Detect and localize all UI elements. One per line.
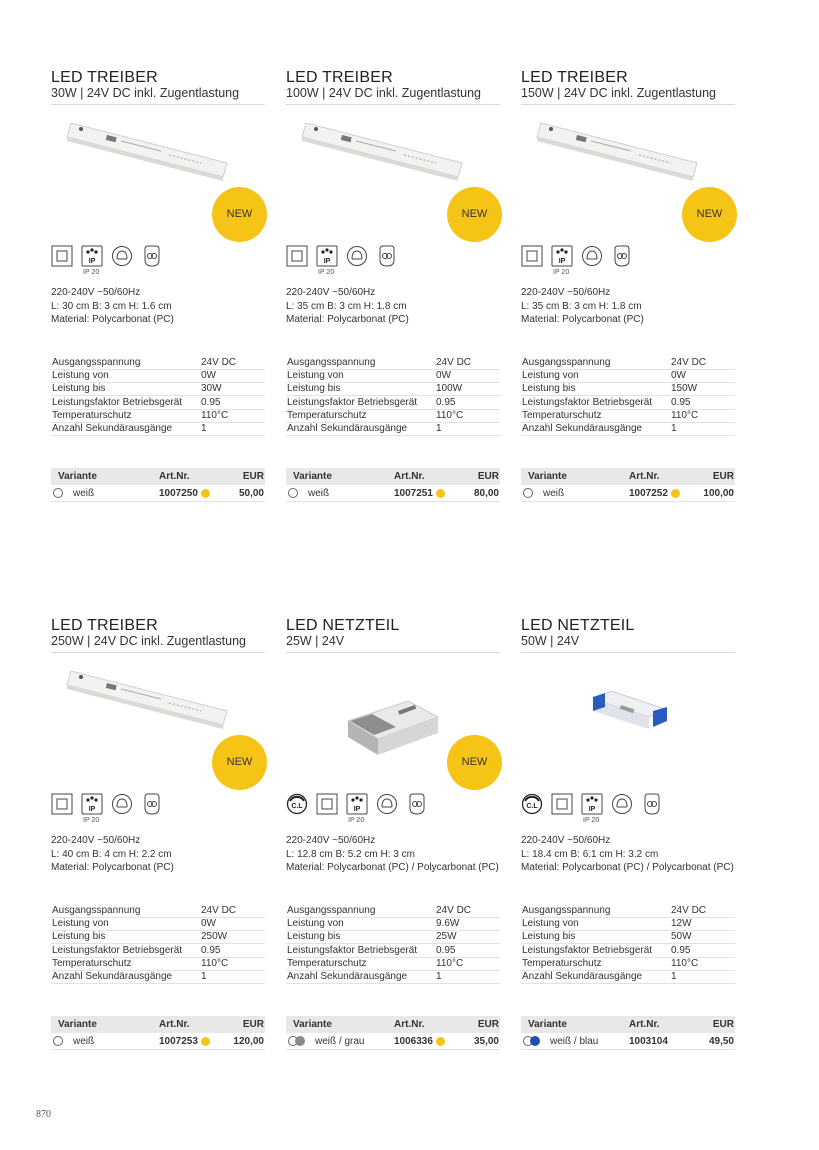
product-specs	[286, 286, 500, 356]
variant-header-label: Variante	[528, 471, 567, 483]
tech-value: 110°C	[436, 409, 500, 422]
tech-label: Anzahl Sekundärausgänge	[51, 422, 201, 435]
tech-value: 100W	[436, 383, 500, 396]
tech-value: 1	[201, 422, 265, 435]
tech-value: 1	[671, 970, 735, 983]
artnr-header-label: Art.Nr.	[159, 471, 190, 483]
variant-row	[521, 485, 735, 502]
tech-row	[286, 369, 500, 382]
tech-value: 24V DC	[671, 356, 735, 369]
certification-icons	[521, 245, 735, 283]
tech-value: 25W	[436, 931, 500, 944]
spec-line: 220-240V ~50/60Hz	[286, 287, 376, 298]
variant-row	[286, 1033, 500, 1050]
tech-row	[521, 422, 735, 435]
tech-label: Leistung bis	[521, 383, 671, 396]
tech-row	[286, 422, 500, 435]
tech-row	[51, 957, 265, 970]
tech-row	[51, 944, 265, 957]
product-image	[286, 111, 500, 243]
svg-text:IP: IP	[323, 258, 331, 265]
constant-load-icon	[286, 793, 308, 815]
product-specs	[521, 834, 735, 904]
tech-row	[521, 409, 735, 422]
ip-rating-icon	[581, 793, 603, 824]
tech-label: Leistung von	[51, 369, 201, 382]
svg-text:IP: IP	[88, 258, 96, 265]
tech-row	[51, 396, 265, 409]
variant-name: weiß	[73, 1035, 95, 1047]
tech-label: Ausgangsspannung	[51, 904, 201, 917]
tech-value: 250W	[201, 931, 265, 944]
product-subtitle: 50W | 24V	[521, 634, 735, 653]
tech-table	[521, 356, 735, 436]
tech-table	[286, 356, 500, 436]
ip-label: IP 20	[318, 269, 335, 276]
transformer-icon	[641, 793, 663, 815]
insulated-box-icon	[551, 793, 573, 815]
tech-label: Ausgangsspannung	[51, 356, 201, 369]
variant-row	[521, 1033, 735, 1050]
article-number: 1007253	[159, 1035, 198, 1047]
product-specs	[51, 834, 265, 904]
new-dot-icon	[671, 489, 680, 498]
class-ii-icon	[376, 793, 398, 815]
tech-label: Ausgangsspannung	[521, 356, 671, 369]
insulated-box-icon	[51, 793, 73, 815]
new-badge: NEW	[212, 735, 267, 790]
variant-header-label: Variante	[293, 1019, 332, 1031]
tech-label: Ausgangsspannung	[286, 904, 436, 917]
color-swatch	[523, 488, 533, 498]
tech-value: 0W	[671, 369, 735, 382]
product-specs	[286, 834, 500, 904]
spec-line: L: 35 cm B: 3 cm H: 1.8 cm	[521, 300, 642, 312]
tech-row	[521, 356, 735, 369]
artnr-header-label: Art.Nr.	[394, 1019, 425, 1031]
tech-value: 24V DC	[201, 904, 265, 917]
new-dot-icon	[201, 489, 210, 498]
tech-row	[521, 396, 735, 409]
svg-text:C.L: C.L	[526, 803, 538, 810]
tech-label: Leistungsfaktor Betriebsgerät	[521, 944, 671, 957]
tech-row	[51, 356, 265, 369]
tech-label: Ausgangsspannung	[286, 356, 436, 369]
class-ii-icon	[111, 793, 133, 815]
tech-value: 150W	[671, 383, 735, 396]
tech-row	[51, 422, 265, 435]
tech-value: 110°C	[436, 957, 500, 970]
tech-row	[521, 944, 735, 957]
certification-icons	[286, 245, 500, 283]
tech-value: 12W	[671, 917, 735, 930]
spec-line: Material: Polycarbonat (PC) / Polycarbonat (PC)	[521, 862, 734, 873]
tech-label: Ausgangsspannung	[521, 904, 671, 917]
variant-header-label: Variante	[528, 1019, 567, 1031]
artnr-header-label: Art.Nr.	[629, 1019, 660, 1031]
tech-row	[51, 931, 265, 944]
tech-label: Leistungsfaktor Betriebsgerät	[521, 396, 671, 409]
spec-line: 220-240V ~50/60Hz	[521, 835, 611, 846]
tech-row	[286, 957, 500, 970]
variant-header	[51, 1016, 265, 1033]
constant-load-icon	[521, 793, 543, 815]
product-subtitle: 100W | 24V DC inkl. Zugentlastung	[286, 86, 500, 105]
tech-value: 1	[436, 422, 500, 435]
price: 35,00	[473, 1035, 499, 1047]
variant-header	[51, 468, 265, 485]
tech-value: 110°C	[671, 957, 735, 970]
tech-label: Temperaturschutz	[286, 957, 436, 970]
tech-label: Leistungsfaktor Betriebsgerät	[51, 944, 201, 957]
tech-label: Leistung von	[521, 369, 671, 382]
tech-table	[51, 356, 265, 436]
tech-value: 50W	[671, 931, 735, 944]
new-badge: NEW	[682, 187, 737, 242]
new-dot-icon	[436, 1037, 445, 1046]
product-title: LED TREIBER	[51, 69, 158, 86]
class-ii-icon	[611, 793, 633, 815]
spec-line: L: 30 cm B: 3 cm H: 1.6 cm	[51, 300, 172, 312]
color-swatch	[288, 488, 298, 498]
product-card	[51, 618, 265, 1050]
eur-header-label: EUR	[712, 471, 734, 483]
variant-name: weiß	[73, 487, 95, 499]
class-ii-icon	[346, 245, 368, 267]
certification-icons	[51, 793, 265, 831]
new-dot-icon	[201, 1037, 210, 1046]
spec-line: L: 40 cm B: 4 cm H: 2.2 cm	[51, 848, 172, 860]
tech-label: Leistungsfaktor Betriebsgerät	[51, 396, 201, 409]
tech-label: Leistung von	[286, 369, 436, 382]
tech-row	[286, 904, 500, 917]
spec-line: 220-240V ~50/60Hz	[521, 287, 611, 298]
color-swatch	[53, 1036, 63, 1046]
ip-label: IP 20	[583, 817, 600, 824]
product-specs	[51, 286, 265, 356]
ip-label: IP 20	[83, 269, 100, 276]
spec-line: Material: Polycarbonat (PC) / Polycarbonat (PC)	[286, 862, 499, 873]
tech-row	[286, 396, 500, 409]
page-number: 870	[36, 1109, 51, 1120]
tech-value: 0.95	[436, 396, 500, 409]
product-title: LED NETZTEIL	[521, 617, 635, 634]
tech-row	[286, 970, 500, 983]
tech-value: 30W	[201, 383, 265, 396]
tech-label: Temperaturschutz	[286, 409, 436, 422]
class-ii-icon	[111, 245, 133, 267]
tech-row	[286, 931, 500, 944]
product-title: LED TREIBER	[521, 69, 628, 86]
transformer-icon	[141, 245, 163, 267]
tech-table	[51, 904, 265, 984]
transformer-icon	[376, 245, 398, 267]
tech-value: 9.6W	[436, 917, 500, 930]
article-number: 1007250	[159, 487, 198, 499]
tech-label: Temperaturschutz	[521, 409, 671, 422]
tech-row	[51, 917, 265, 930]
tech-row	[521, 931, 735, 944]
article-number: 1003104	[629, 1035, 668, 1047]
spec-line: 220-240V ~50/60Hz	[51, 287, 141, 298]
spec-line: Material: Polycarbonat (PC)	[521, 314, 644, 325]
tech-row	[521, 917, 735, 930]
ip-label: IP 20	[553, 269, 570, 276]
artnr-header-label: Art.Nr.	[629, 471, 660, 483]
tech-row	[286, 917, 500, 930]
product-title: LED TREIBER	[286, 69, 393, 86]
tech-label: Anzahl Sekundärausgänge	[286, 422, 436, 435]
product-image	[521, 659, 735, 791]
article-number: 1007252	[629, 487, 668, 499]
product-subtitle: 150W | 24V DC inkl. Zugentlastung	[521, 86, 735, 105]
tech-label: Leistungsfaktor Betriebsgerät	[286, 396, 436, 409]
power-supply-image	[521, 659, 721, 769]
product-card	[286, 618, 500, 1050]
svg-text:IP: IP	[588, 806, 596, 813]
product-image	[521, 111, 735, 243]
svg-text:IP: IP	[353, 806, 361, 813]
tech-value: 0.95	[201, 944, 265, 957]
product-card	[286, 70, 500, 502]
variant-name: weiß	[543, 487, 565, 499]
eur-header-label: EUR	[712, 1019, 734, 1031]
svg-text:IP: IP	[88, 806, 96, 813]
spec-line: Material: Polycarbonat (PC)	[51, 862, 174, 873]
variant-header	[521, 468, 735, 485]
ip-label: IP 20	[348, 817, 365, 824]
color-swatch	[288, 1036, 305, 1046]
variant-name: weiß / blau	[550, 1035, 599, 1047]
ip-rating-icon	[551, 245, 573, 276]
article-number: 1007251	[394, 487, 433, 499]
tech-value: 0W	[201, 917, 265, 930]
eur-header-label: EUR	[477, 1019, 499, 1031]
variant-header	[286, 468, 500, 485]
tech-label: Leistung bis	[521, 931, 671, 944]
tech-row	[286, 409, 500, 422]
tech-label: Temperaturschutz	[51, 957, 201, 970]
tech-value: 1	[671, 422, 735, 435]
variant-name: weiß / grau	[315, 1035, 365, 1047]
product-subtitle: 25W | 24V	[286, 634, 500, 653]
ip-label: IP 20	[83, 817, 100, 824]
ip-rating-icon	[346, 793, 368, 824]
tech-value: 110°C	[201, 957, 265, 970]
tech-value: 0W	[201, 369, 265, 382]
tech-value: 0.95	[436, 944, 500, 957]
tech-row	[51, 409, 265, 422]
price: 80,00	[473, 487, 499, 499]
tech-label: Leistung von	[521, 917, 671, 930]
product-title: LED NETZTEIL	[286, 617, 400, 634]
new-badge: NEW	[212, 187, 267, 242]
transformer-icon	[611, 245, 633, 267]
tech-row	[521, 970, 735, 983]
product-card	[521, 618, 735, 1050]
tech-row	[286, 944, 500, 957]
product-card	[51, 70, 265, 502]
product-image	[51, 659, 265, 791]
ip-rating-icon	[316, 245, 338, 276]
insulated-box-icon	[521, 245, 543, 267]
class-ii-icon	[581, 245, 603, 267]
tech-label: Leistung bis	[286, 383, 436, 396]
tech-label: Leistung bis	[51, 931, 201, 944]
tech-value: 24V DC	[671, 904, 735, 917]
svg-text:IP: IP	[558, 258, 566, 265]
tech-row	[286, 356, 500, 369]
tech-value: 24V DC	[201, 356, 265, 369]
artnr-header-label: Art.Nr.	[394, 471, 425, 483]
insulated-box-icon	[286, 245, 308, 267]
spec-line: 220-240V ~50/60Hz	[286, 835, 376, 846]
tech-row	[521, 957, 735, 970]
tech-label: Anzahl Sekundärausgänge	[521, 970, 671, 983]
tech-row	[51, 970, 265, 983]
product-image	[286, 659, 500, 791]
variant-row	[286, 485, 500, 502]
tech-value: 1	[201, 970, 265, 983]
eur-header-label: EUR	[242, 471, 264, 483]
variant-header-label: Variante	[58, 471, 97, 483]
eur-header-label: EUR	[477, 471, 499, 483]
color-swatch	[53, 488, 63, 498]
tech-table	[521, 904, 735, 984]
tech-value: 0.95	[671, 944, 735, 957]
certification-icons	[286, 793, 500, 831]
new-dot-icon	[436, 489, 445, 498]
price: 50,00	[238, 487, 264, 499]
article-number: 1006336	[394, 1035, 433, 1047]
tech-label: Leistung von	[286, 917, 436, 930]
tech-value: 24V DC	[436, 356, 500, 369]
product-image	[51, 111, 265, 243]
tech-label: Anzahl Sekundärausgänge	[521, 422, 671, 435]
artnr-header-label: Art.Nr.	[159, 1019, 190, 1031]
product-title: LED TREIBER	[51, 617, 158, 634]
certification-icons	[521, 793, 735, 831]
spec-line: Material: Polycarbonat (PC)	[51, 314, 174, 325]
tech-row	[521, 383, 735, 396]
tech-table	[286, 904, 500, 984]
ip-rating-icon	[81, 793, 103, 824]
tech-row	[51, 369, 265, 382]
tech-row	[51, 904, 265, 917]
spec-line: L: 35 cm B: 3 cm H: 1.8 cm	[286, 300, 407, 312]
product-subtitle: 250W | 24V DC inkl. Zugentlastung	[51, 634, 265, 653]
tech-value: 24V DC	[436, 904, 500, 917]
tech-label: Temperaturschutz	[51, 409, 201, 422]
tech-label: Leistung bis	[286, 931, 436, 944]
tech-value: 0.95	[671, 396, 735, 409]
spec-line: L: 18.4 cm B: 6.1 cm H: 3.2 cm	[521, 848, 659, 860]
variant-header-label: Variante	[58, 1019, 97, 1031]
tech-label: Anzahl Sekundärausgänge	[286, 970, 436, 983]
tech-value: 110°C	[671, 409, 735, 422]
spec-line: 220-240V ~50/60Hz	[51, 835, 141, 846]
certification-icons	[51, 245, 265, 283]
insulated-box-icon	[316, 793, 338, 815]
tech-value: 0.95	[201, 396, 265, 409]
tech-row	[51, 383, 265, 396]
insulated-box-icon	[51, 245, 73, 267]
eur-header-label: EUR	[242, 1019, 264, 1031]
price: 49,50	[708, 1035, 734, 1047]
tech-label: Leistung von	[51, 917, 201, 930]
variant-header-label: Variante	[293, 471, 332, 483]
variant-name: weiß	[308, 487, 330, 499]
tech-value: 1	[436, 970, 500, 983]
transformer-icon	[141, 793, 163, 815]
product-card	[521, 70, 735, 502]
tech-row	[521, 904, 735, 917]
tech-label: Leistungsfaktor Betriebsgerät	[286, 944, 436, 957]
variant-header	[286, 1016, 500, 1033]
product-subtitle: 30W | 24V DC inkl. Zugentlastung	[51, 86, 265, 105]
price: 120,00	[233, 1035, 264, 1047]
variant-row	[51, 1033, 265, 1050]
variant-row	[51, 485, 265, 502]
svg-text:C.L: C.L	[291, 803, 303, 810]
tech-row	[286, 383, 500, 396]
new-badge: NEW	[447, 735, 502, 790]
tech-value: 110°C	[201, 409, 265, 422]
color-swatch	[523, 1036, 540, 1046]
price: 100,00	[703, 487, 734, 499]
transformer-icon	[406, 793, 428, 815]
ip-rating-icon	[81, 245, 103, 276]
new-badge: NEW	[447, 187, 502, 242]
tech-label: Anzahl Sekundärausgänge	[51, 970, 201, 983]
tech-label: Temperaturschutz	[521, 957, 671, 970]
tech-row	[521, 369, 735, 382]
tech-label: Leistung bis	[51, 383, 201, 396]
product-specs	[521, 286, 735, 356]
spec-line: L: 12.8 cm B: 5.2 cm H: 3 cm	[286, 848, 415, 860]
tech-value: 0W	[436, 369, 500, 382]
variant-header	[521, 1016, 735, 1033]
spec-line: Material: Polycarbonat (PC)	[286, 314, 409, 325]
